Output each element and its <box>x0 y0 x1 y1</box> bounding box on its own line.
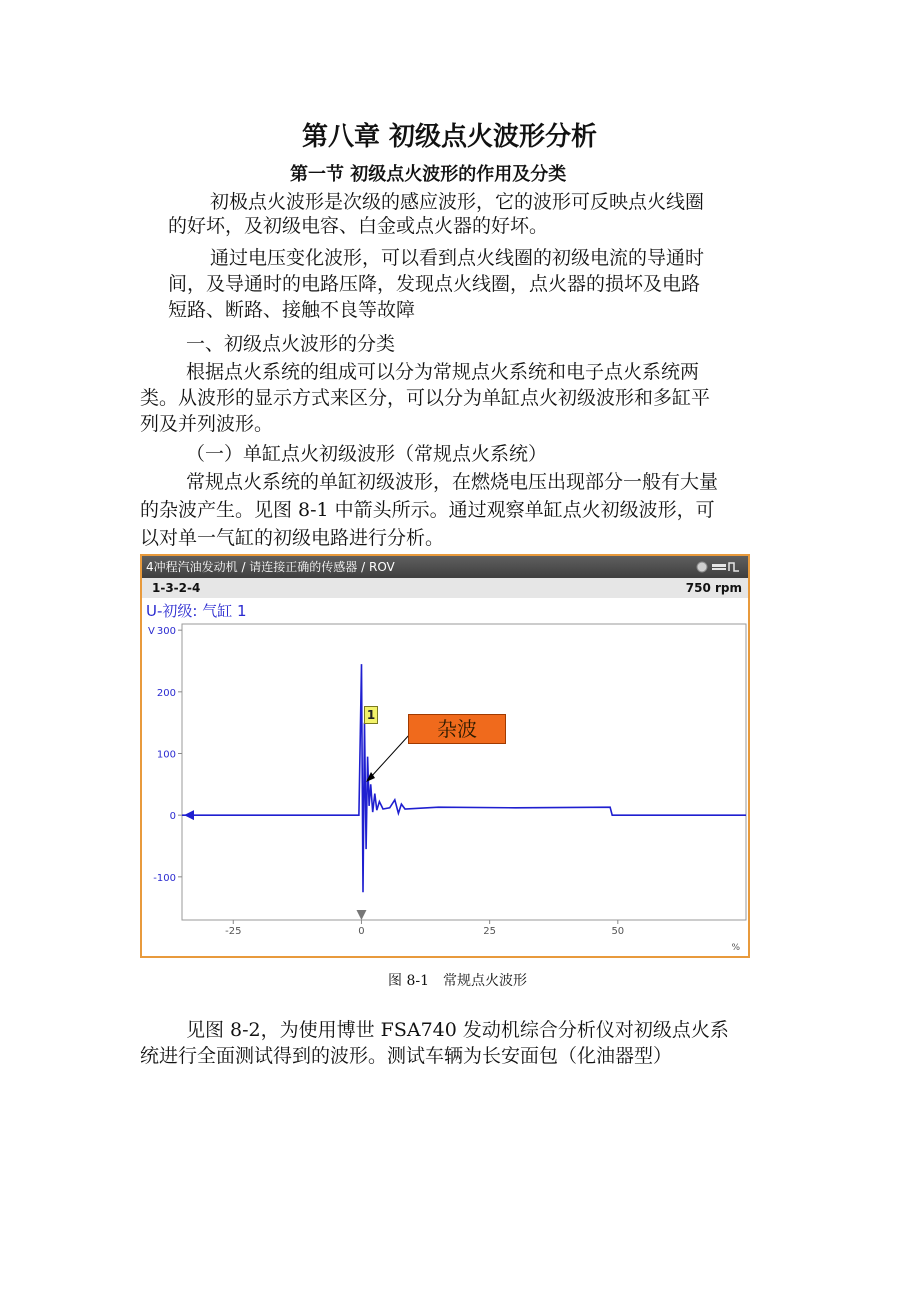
section-title: 第一节 初级点火波形的作用及分类 <box>290 164 567 185</box>
firing-order: 1-3-2-4 <box>152 581 201 595</box>
paragraph-line: 统进行全面测试得到的波形。测试车辆为长安面包（化油器型） <box>140 1045 673 1067</box>
paragraph-line: 根据点火系统的组成可以分为常规点火系统和电子点火系统两 <box>186 361 700 383</box>
y-tick-label: 200 <box>156 687 176 699</box>
x-tick-label: -25 <box>225 926 242 937</box>
paragraph-line: 类。从波形的显示方式来区分，可以分为单缸点火初级波形和多缸平 <box>140 387 711 409</box>
x-tick-label: 25 <box>483 926 497 937</box>
subheading: 一、初级点火波形的分类 <box>186 333 396 355</box>
waveform-plot <box>142 620 748 956</box>
y-tick-label: 100 <box>156 749 176 761</box>
paragraph-line: 列及并列波形。 <box>140 413 274 435</box>
plot-frame <box>182 624 746 920</box>
paragraph-line: 的好坏，及初级电容、白金或点火器的好坏。 <box>168 215 549 237</box>
paragraph-line: 常规点火系统的单缸初级波形，在燃烧电压出现部分一般有大量 <box>186 471 719 493</box>
annotation-noise-label: 杂波 <box>408 714 506 744</box>
oscilloscope-screenshot <box>140 554 750 958</box>
paragraph-line: 通过电压变化波形，可以看到点火线圈的初级电流的导通时 <box>210 247 705 269</box>
chapter-title: 第八章 初级点火波形分析 <box>302 122 598 152</box>
paragraph-line: 间，及导通时的电路压降，发现点火线圈，点火器的损坏及电路 <box>168 273 701 295</box>
paragraph-line: 初极点火波形是次级的感应波形，它的波形可反映点火线圈 <box>210 191 705 213</box>
y-axis-label: V <box>148 626 155 637</box>
status-ball-icon <box>697 562 707 572</box>
titlebar-icons <box>696 560 742 574</box>
y-tick-label: 300 <box>156 626 176 638</box>
figure-caption: 图 8-1 常规点火波形 <box>388 973 527 989</box>
signal-title: U-初级: 气缸 1 <box>146 602 247 620</box>
rpm-readout: 750 rpm <box>685 581 742 595</box>
y-tick-label: 0 <box>169 811 176 823</box>
x-tick-label: 50 <box>611 926 625 937</box>
info-bar <box>142 578 748 598</box>
connector-icon <box>712 563 739 571</box>
window-title: 4冲程汽油发动机 / 请连接正确的传感器 / ROV <box>146 560 395 574</box>
y-tick-label: -100 <box>153 872 176 884</box>
paragraph-line: 以对单一气缸的初级电路进行分析。 <box>140 527 445 549</box>
paragraph-line: 见图 8-2，为使用博世 FSA740 发动机综合分析仪对初级点火系 <box>186 1019 729 1041</box>
subheading: （一）单缸点火初级波形（常规点火系统） <box>186 443 548 465</box>
x-axis-label: % <box>731 943 740 953</box>
x-tick-label: 0 <box>358 926 365 937</box>
paragraph-line: 的杂波产生。见图 8-1 中箭头所示。通过观察单缸点火初级波形，可 <box>140 499 715 521</box>
paragraph-line: 短路、断路、接触不良等故障 <box>168 299 416 321</box>
window-titlebar <box>142 556 748 578</box>
marker-1: 1 <box>364 706 378 724</box>
